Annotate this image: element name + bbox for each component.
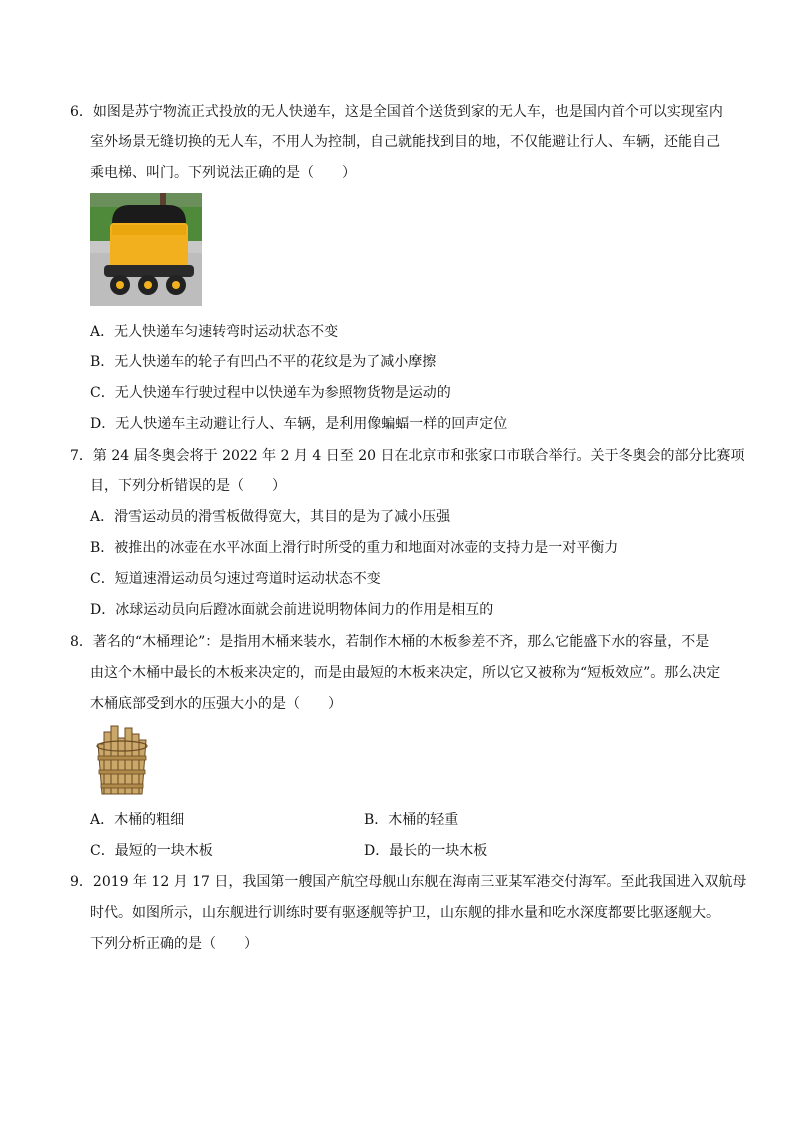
question-7-option-a: A．滑雪运动员的滑雪板做得宽大，其目的是为了减小压强 [90, 509, 451, 525]
question-7-stem-line-2: 目，下列分析错误的是（ ） [90, 478, 286, 494]
question-9-stem-line-2: 时代。如图所示，山东舰进行训练时要有驱逐舰等护卫，山东舰的排水量和吃水深度都要比驱逐舰大。 [90, 905, 720, 921]
question-6-option-b: B．无人快递车的轮子有凹凸不平的花纹是为了减小摩擦 [90, 354, 437, 370]
question-8-option-b: B．木桶的轻重 [364, 812, 459, 828]
question-9-stem-line-3: 下列分析正确的是（ ） [90, 936, 258, 952]
question-9-stem-line-1: 9．2019 年 12 月 17 日，我国第一艘国产航空母舰山东舰在海南三亚某军港交付海军。至此我国进入双航母 [70, 874, 747, 890]
question-7-stem-line-1: 7．第 24 届冬奥会将于 2022 年 2 月 4 日至 20 日在北京市和张家口市联合举行。关于冬奥会的部分比赛项 [70, 448, 745, 464]
question-6-stem-line-3: 乘电梯、叫门。下列说法正确的是（ ） [90, 165, 356, 181]
wooden-barrel-drawing [90, 724, 154, 796]
question-8-stem-line-1: 8．著名的“木桶理论”：是指用木桶来装水，若制作木桶的木板参差不齐，那么它能盛下水的容量，不是 [70, 634, 710, 650]
question-6-option-c: C．无人快递车行驶过程中以快递车为参照物货物是运动的 [90, 385, 451, 401]
question-7-option-c: C．短道速滑运动员匀速过弯道时运动状态不变 [90, 571, 381, 587]
delivery-robot-photo [90, 193, 202, 306]
question-8-option-d: D．最长的一块木板 [364, 843, 488, 859]
question-7-option-b: B．被推出的冰壶在水平冰面上滑行时所受的重力和地面对冰壶的支持力是一对平衡力 [90, 540, 619, 556]
question-8-stem-line-2: 由这个木桶中最长的木板来决定的，而是由最短的木板来决定，所以它又被称为“短板效应”。那么决定 [90, 665, 721, 681]
question-6-stem-line-2: 室外场景无缝切换的无人车，不用人为控制，自己就能找到目的地，不仅能避让行人、车辆，还能自己 [90, 134, 720, 150]
question-8-stem-line-3: 木桶底部受到水的压强大小的是（ ） [90, 696, 342, 712]
question-8-option-c: C．最短的一块木板 [90, 843, 213, 859]
question-8-option-a: A．木桶的粗细 [90, 812, 185, 828]
question-7-option-d: D．冰球运动员向后蹬冰面就会前进说明物体间力的作用是相互的 [90, 602, 494, 618]
question-6-option-a: A．无人快递车匀速转弯时运动状态不变 [90, 324, 339, 340]
question-6-option-d: D．无人快递车主动避让行人、车辆，是利用像蝙蝠一样的回声定位 [90, 416, 508, 432]
question-6-stem-line-1: 6．如图是苏宁物流正式投放的无人快递车，这是全国首个送货到家的无人车，也是国内首个可以实现室内 [70, 104, 723, 120]
